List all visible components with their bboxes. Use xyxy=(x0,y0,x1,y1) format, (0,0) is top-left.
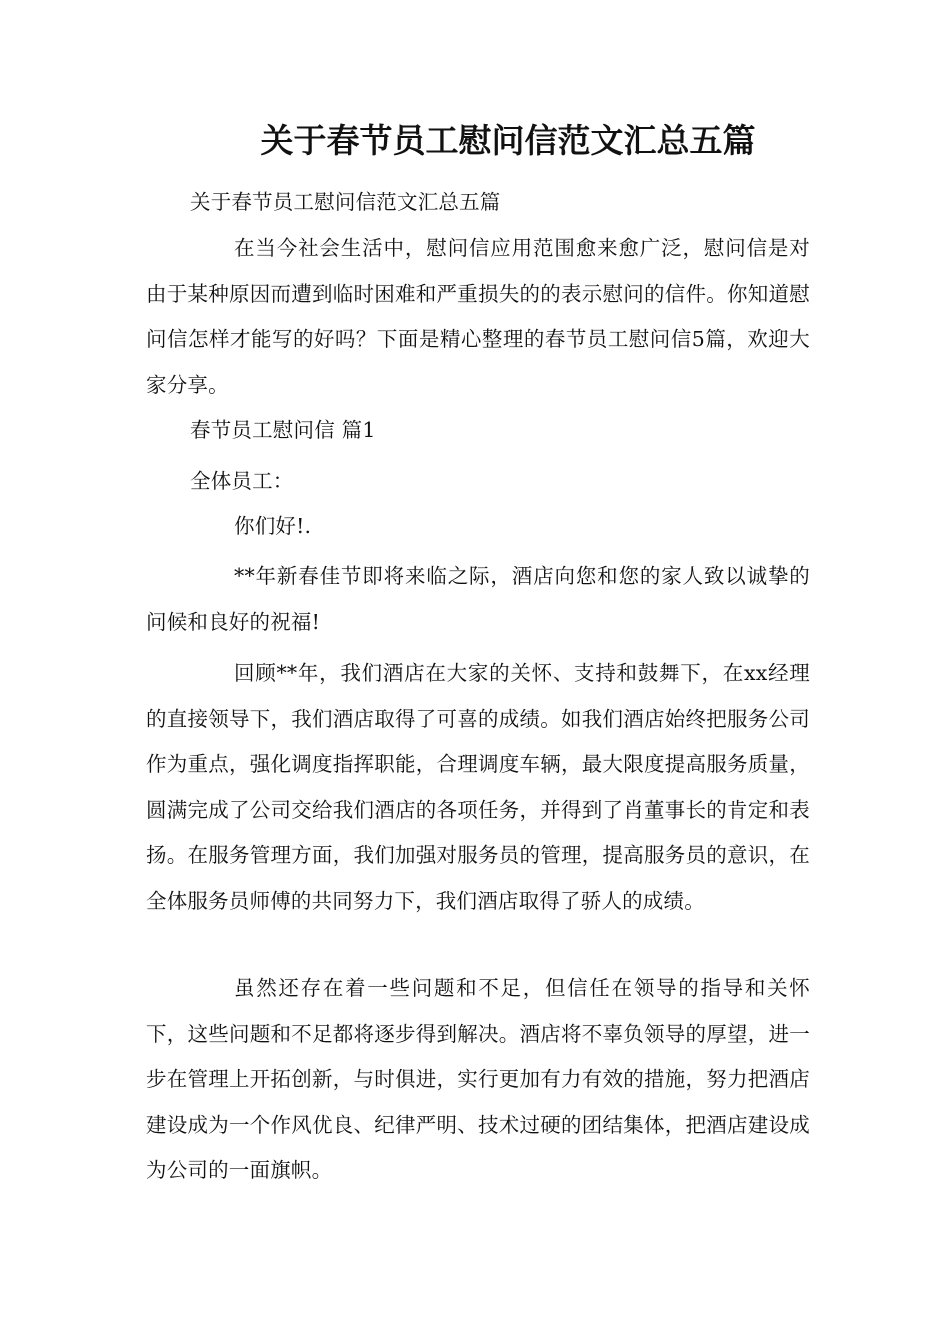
body-paragraph-3: 虽然还存在着一些问题和不足，但信任在领导的指导和关怀下，这些问题和不足都将逐步得到解决。酒店将不辜负领导的厚望，进一步在管理上开拓创新，与时俱进，实行更加有力有效的措施，努力把酒店建设成为一个作风优良、纪律严明、技术过硬的团结集体，把酒店建设成为公司的一面旗帜。 xyxy=(146,976,810,1182)
document-subtitle: 关于春节员工慰问信范文汇总五篇 xyxy=(190,190,501,214)
intro-paragraph: 在当今社会生活中，慰问信应用范围愈来愈广泛，慰问信是对由于某种原因而遭到临时困难和严重损失的的表示慰问的信件。你知道慰问信怎样才能写的好吗？下面是精心整理的春节员工慰问信5篇，欢迎大家分享。 xyxy=(146,236,810,397)
document-title: 关于春节员工慰问信范文汇总五篇 xyxy=(260,121,756,160)
body-paragraph-2: 回顾**年，我们酒店在大家的关怀、支持和鼓舞下，在xx经理的直接领导下，我们酒店取得了可喜的成绩。如我们酒店始终把服务公司作为重点，强化调度指挥职能，合理调度车辆，最大限度提高服务质量，圆满完成了公司交给我们酒店的各项任务，并得到了肖董事长的肯定和表扬。在服务管理方面，我们加强对服务员的管理，提高服务员的意识，在全体服务员师傅的共同努力下，我们酒店取得了骄人的成绩。 xyxy=(146,661,810,913)
section-heading: 春节员工慰问信 篇1 xyxy=(190,418,376,442)
body-paragraph-1: **年新春佳节即将来临之际，酒店向您和您的家人致以诚挚的问候和良好的祝福! xyxy=(146,564,810,634)
greeting: 你们好!. xyxy=(234,514,312,538)
salutation: 全体员工： xyxy=(190,469,294,493)
